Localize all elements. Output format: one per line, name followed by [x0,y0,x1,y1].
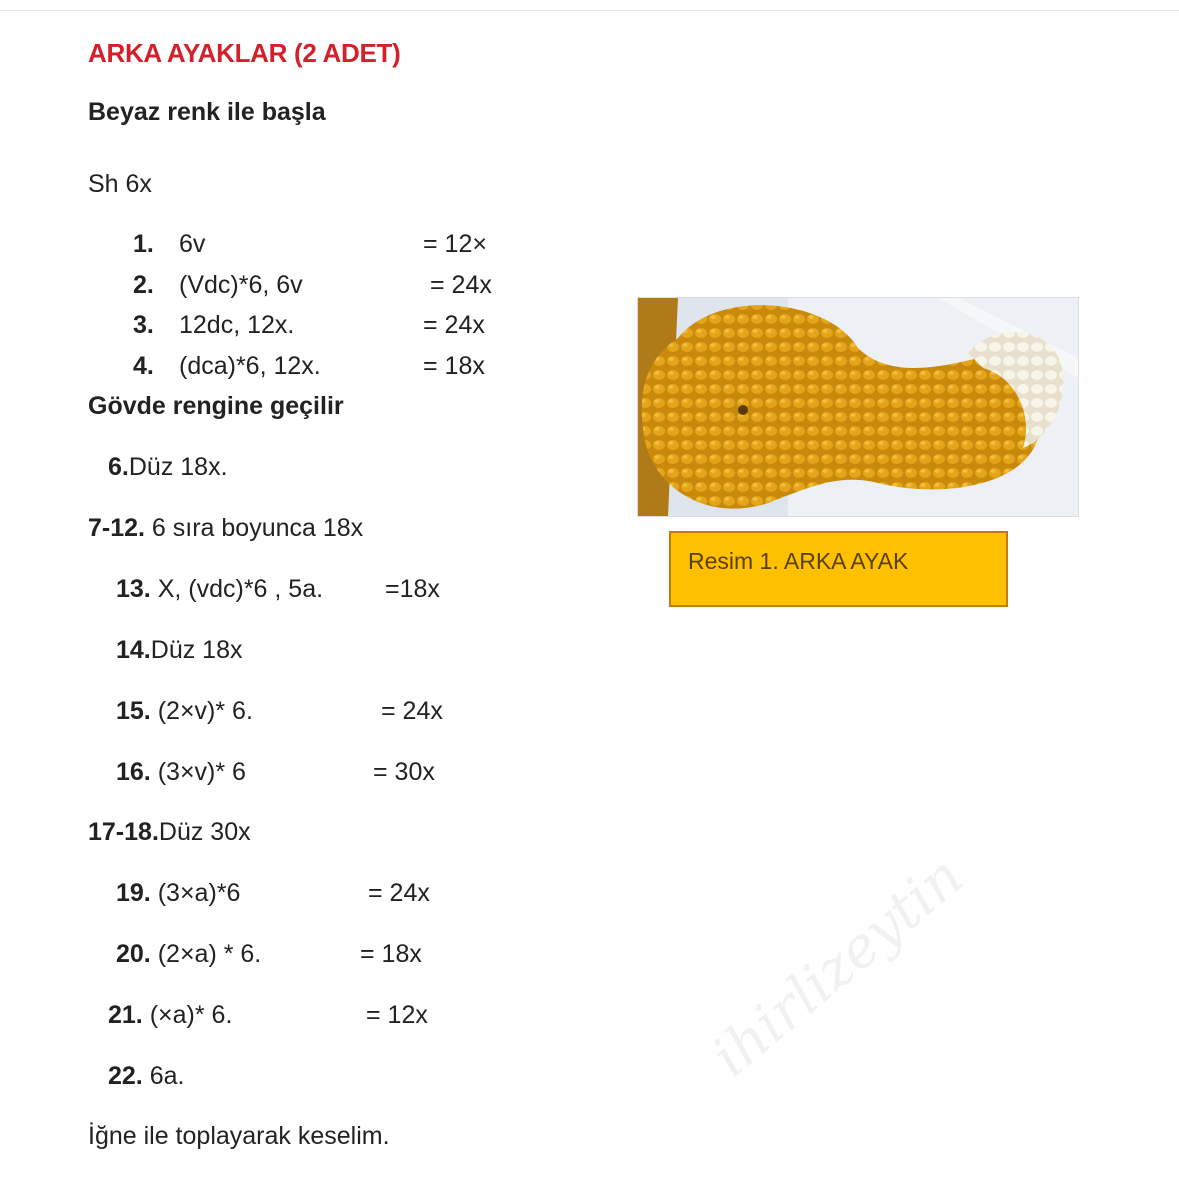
row-text: (3×a)*6 [150,879,241,907]
page-title: ARKA AYAKLAR (2 ADET) [88,38,401,68]
initial-step: Sh 6x [88,170,152,198]
row-number: 22. [108,1062,143,1090]
caption-text: Resim 1. ARKA AYAK [688,548,909,574]
row-result: = 18x [423,352,485,380]
row-text: X, (vdc)*6 , 5a. [150,575,324,603]
row-number: 16. [116,758,151,786]
row-text: (2×v)* 6. [150,697,253,725]
row-number: 4. [133,352,154,380]
start-note: Beyaz renk ile başla [88,98,326,126]
list-item [116,758,246,787]
row-text: 12dc, 12x. [179,311,295,339]
list-item [108,453,228,482]
row-result: = 18x [360,940,422,968]
list-item [108,1062,184,1091]
row-number: 1. [133,230,154,258]
row-text: Düz 30x [158,818,251,846]
list-item [108,1001,232,1030]
amigurumi-leg-illustration [638,298,1078,516]
row-text: Düz 18x [150,636,243,664]
row-number: 14. [116,636,151,664]
row-number: 15. [116,697,151,725]
row-text: 6 sıra boyunca 18x [144,514,364,542]
row-number: 6. [108,453,129,481]
row-number: 20. [116,940,151,968]
list-item [116,940,261,969]
ending-note: İğne ile toplayarak keselim. [88,1122,390,1150]
row-text: (dca)*6, 12x. [179,352,321,380]
list-item [116,879,240,908]
row-result: = 30x [373,758,435,786]
row-text: (3×v)* 6 [150,758,246,786]
list-item [88,514,363,543]
list-item [133,271,303,300]
image-caption [669,531,1008,607]
row-text: Düz 18x. [128,453,228,481]
row-text: (×a)* 6. [142,1001,233,1029]
top-divider [0,10,1179,11]
list-item [116,575,323,604]
row-result: = 24x [368,879,430,907]
list-item [133,230,205,259]
row-number: 2. [133,271,154,299]
row-result: =18x [385,575,440,603]
row-number: 21. [108,1001,143,1029]
row-number: 7-12. [88,514,145,542]
watermark: ihirlizeytin [700,843,976,1090]
row-result: = 24x [430,271,492,299]
list-item [116,636,242,665]
row-text: (2×a) * 6. [150,940,262,968]
leg-photo [637,297,1079,517]
list-item [116,697,253,726]
row-text: (Vdc)*6, 6v [179,271,303,299]
row-text: 6v [179,230,206,258]
row-result: = 12× [423,230,487,258]
row-result: = 12x [366,1001,428,1029]
row-result: = 24x [423,311,485,339]
list-item [133,352,321,381]
row-number: 19. [116,879,151,907]
color-change-note: Gövde rengine geçilir [88,392,344,420]
row-text: 6a. [142,1062,185,1090]
row-result: = 24x [381,697,443,725]
row-number: 17-18. [88,818,159,846]
row-number: 3. [133,311,154,339]
list-item [133,311,294,340]
row-number: 13. [116,575,151,603]
list-item [88,818,251,847]
